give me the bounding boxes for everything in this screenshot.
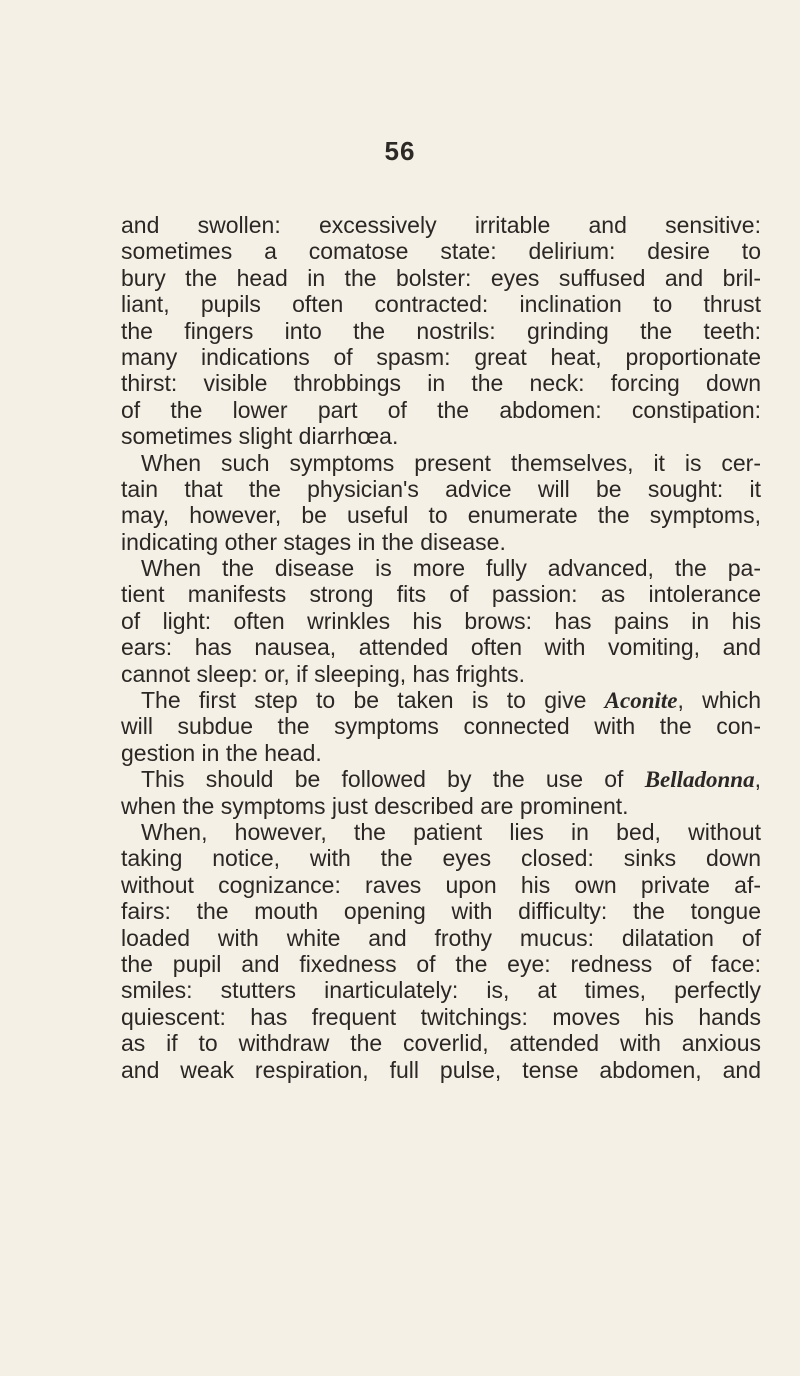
text-line: When the disease is more fully advanced, the pa-	[141, 555, 761, 582]
remedy-name: Belladonna	[644, 767, 755, 793]
text-line: tain that the physician's advice will be sought: it	[121, 475, 761, 502]
text-line: the fingers into the nostrils: grinding the teeth:	[121, 317, 761, 344]
text-line: When, however, the patient lies in bed, without	[141, 818, 761, 845]
text-line: the pupil and fixedness of the eye: redness of face:	[121, 950, 761, 977]
text-line: sometimes slight diarrhœa.	[121, 423, 399, 450]
text-line: as if to withdraw the coverlid, attended with anxious	[121, 1030, 761, 1057]
page-number: 56	[384, 136, 416, 166]
text-line: will subdue the symptoms connected with the con-	[121, 713, 761, 740]
text-line: ears: has nausea, attended often with vomiting, and	[121, 634, 761, 661]
text-line: gestion in the head.	[121, 739, 322, 766]
text-line: sometimes a comatose state: delirium: desire to	[121, 238, 761, 265]
text-line: liant, pupils often contracted: inclination to thrust	[121, 291, 761, 318]
text-line: when the symptoms just described are prominent.	[121, 792, 629, 819]
text-line: indicating other stages in the disease.	[121, 528, 506, 555]
text-line: loaded with white and frothy mucus: dilatation of	[121, 924, 761, 951]
text-line: taking notice, with the eyes closed: sinks down	[121, 845, 761, 872]
text-line: of the lower part of the abdomen: constipation:	[121, 396, 761, 423]
text-line: bury the head in the bolster: eyes suffused and bril-	[121, 264, 761, 291]
text-line: cannot sleep: or, if sleeping, has frights.	[121, 660, 526, 687]
text-line: smiles: stutters inarticulately: is, at times, perfectly	[121, 977, 761, 1004]
text-segment: This should be followed by the use of	[141, 766, 645, 793]
text-segment: , which	[677, 687, 761, 714]
text-line: and weak respiration, full pulse, tense abdomen, and	[121, 1056, 761, 1083]
text-line: may, however, be useful to enumerate the symptoms,	[121, 502, 761, 529]
body-text	[121, 212, 761, 1083]
text-line: without cognizance: raves upon his own private af-	[121, 871, 761, 898]
text-line	[121, 687, 761, 713]
text-line: thirst: visible throbbings in the neck: forcing down	[121, 370, 761, 397]
remedy-name: Aconite	[604, 688, 678, 714]
text-line	[121, 766, 761, 792]
text-line: many indications of spasm: great heat, proportionate	[121, 343, 761, 370]
text-line: When such symptoms present themselves, it is cer-	[141, 449, 761, 476]
text-segment: The first step to be taken is to give	[141, 687, 605, 714]
text-line: fairs: the mouth opening with difficulty: the tongue	[121, 898, 761, 925]
text-line: tient manifests strong fits of passion: as intolerance	[121, 581, 761, 608]
text-line: of light: often wrinkles his brows: has pains in his	[121, 607, 761, 634]
text-line: and swollen: excessively irritable and sensitive:	[121, 212, 761, 238]
text-segment: ,	[754, 766, 761, 793]
text-line: quiescent: has frequent twitchings: moves his hands	[121, 1003, 761, 1030]
